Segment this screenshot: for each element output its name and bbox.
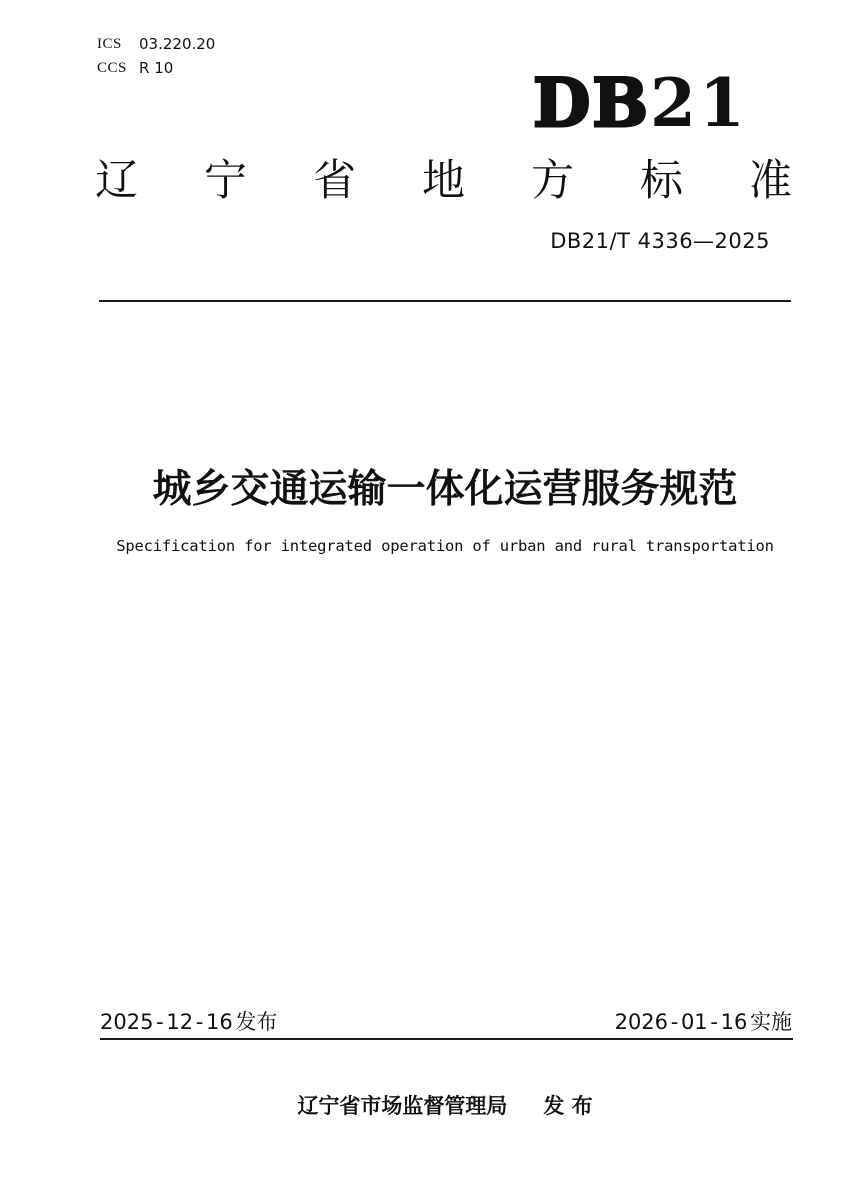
publisher-name: 辽宁省市场监督管理局 (297, 1094, 508, 1118)
db21-logo (533, 64, 748, 142)
standard-category-char: 辽 (95, 156, 138, 206)
standard-category-title (95, 158, 792, 205)
db21-logo-number: 21 (650, 64, 748, 142)
ics-value: 03.220.20 (139, 35, 216, 53)
footer-divider-line (100, 1038, 793, 1040)
standard-category-char: 省 (313, 156, 356, 206)
standard-number: DB21/T 4336—2025 (550, 229, 770, 253)
publish-label: 发 布 (543, 1094, 593, 1118)
classification-codes (97, 32, 215, 80)
ccs-code-row (97, 56, 215, 80)
issue-date: 2025 - 12 - 16 发布 (100, 1010, 278, 1034)
standard-category-char: 方 (531, 156, 574, 206)
ccs-value: R 10 (139, 59, 174, 77)
implementation-date: 2026 - 01 - 16 实施 (614, 1010, 792, 1034)
standard-category-char: 地 (422, 156, 465, 206)
db21-logo-db: DB (533, 64, 651, 142)
standard-category-char: 宁 (204, 156, 247, 206)
document-title-english: Specification for integrated operation of urban and rural transportation (116, 537, 774, 555)
publisher-row (100, 1090, 790, 1120)
standard-category-char: 准 (749, 156, 792, 206)
ics-code-row (97, 32, 215, 56)
dates-row (100, 1006, 792, 1036)
standard-category-char: 标 (640, 156, 683, 206)
document-title-chinese: 城乡交通运输一体化运营服务规范 (152, 467, 738, 512)
ics-label: ICS (97, 36, 122, 52)
header-divider-line (99, 300, 791, 302)
ccs-label: CCS (97, 60, 127, 76)
